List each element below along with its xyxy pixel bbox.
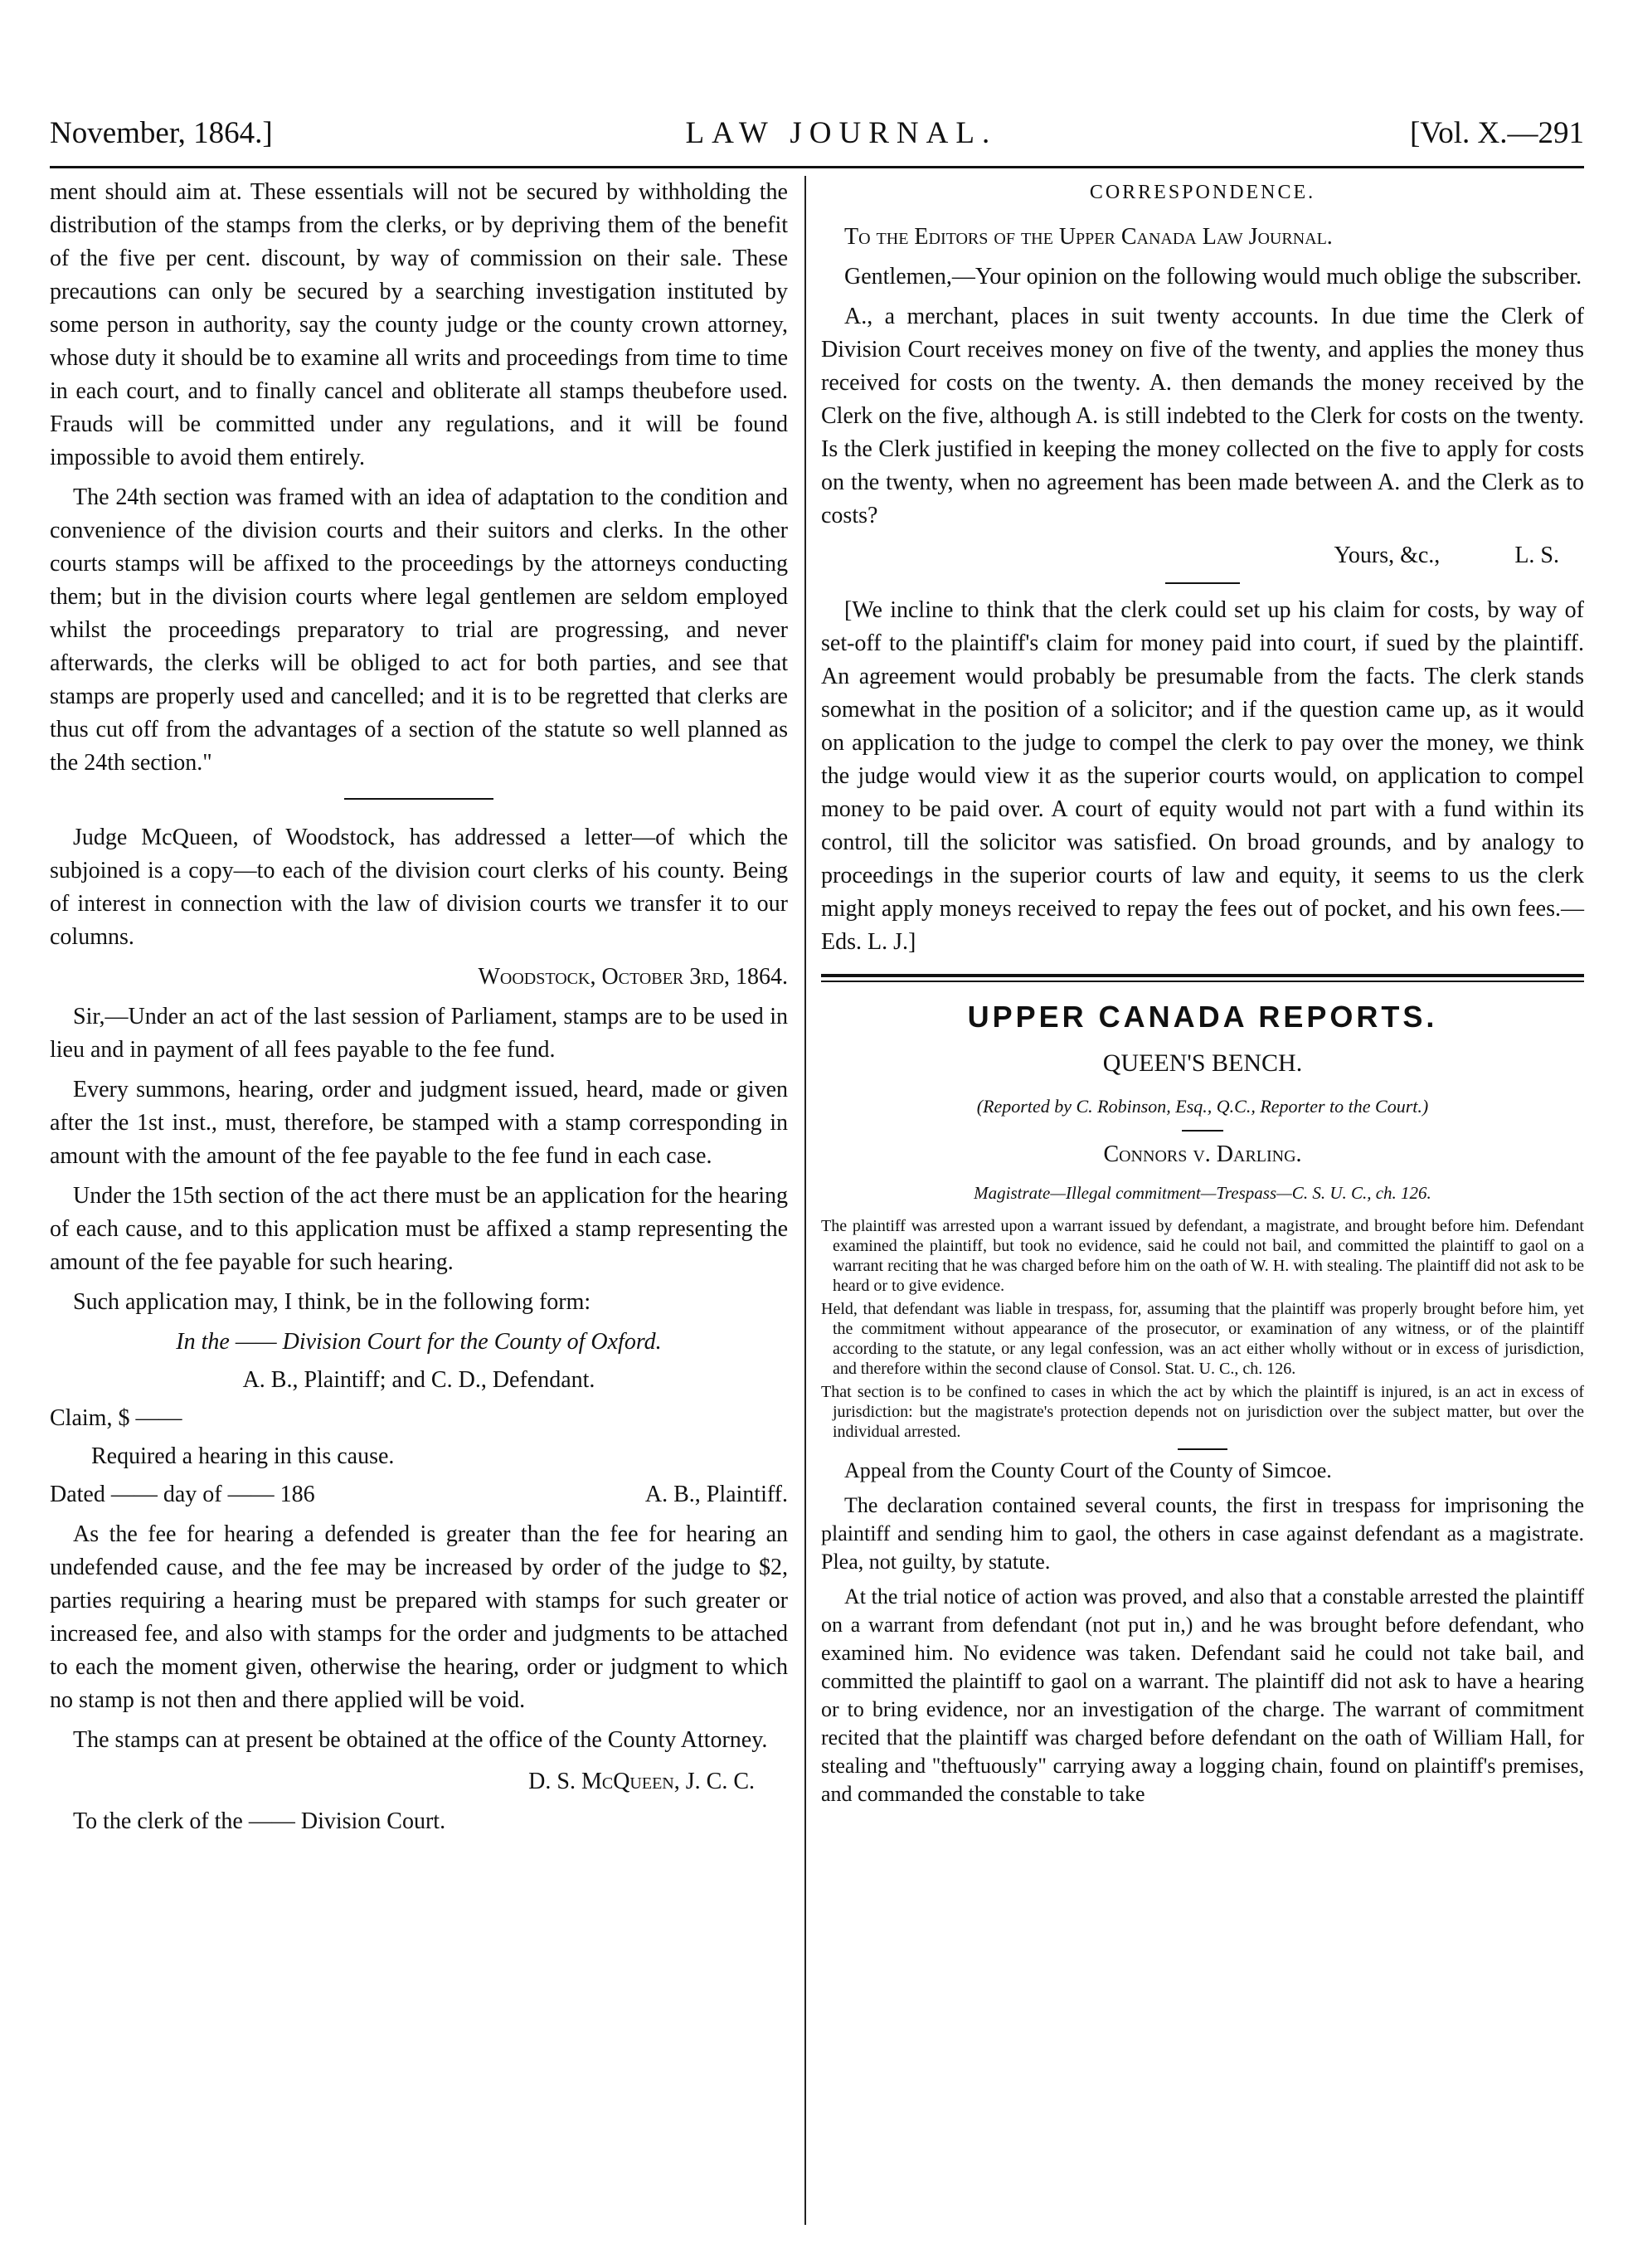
form-parties-line: A. B., Plaintiff; and C. D., Defendant. <box>242 1367 595 1393</box>
case-rule <box>1182 1130 1223 1132</box>
letter-paragraph-2: Every summons, hearing, order and judgment issued, heard, made or given after the 1st inst., must, therefore, be stamped with a stamp corresponding in amount with the amount of the fee payable to the fee fund in each case. <box>50 1077 788 1169</box>
running-header <box>50 108 1584 158</box>
letter-paragraph-6: The stamps can at present be obtained at the office of the County Attorney. <box>73 1727 768 1753</box>
court-name: QUEEN'S BENCH. <box>1102 1049 1303 1077</box>
correspondence-signoff <box>821 539 1559 572</box>
case-topic: Magistrate—Illegal commitment—Trespass—C. S. U. C., ch. 126. <box>974 1183 1431 1203</box>
form-dated-row <box>50 1478 788 1511</box>
form-court-line: In the —— Division Court for the County of Oxford. <box>176 1329 662 1355</box>
correspondence-question: A., a merchant, places in suit twenty accounts. In due time the Clerk of Division Court receives money on five of the twenty, and applies the money thus received for costs on the twenty. A. then demands the money received by the Clerk on the five, although A. is still indebted to the Clerk for costs on the twenty. Is the Clerk justified in keeping the money collected on the five to apply for costs on the twenty, when no agreement has been made between A. and the Clerk as to costs? <box>821 304 1584 528</box>
column-divider <box>804 176 806 2225</box>
letter-paragraph-1: Sir,—Under an act of the last session of Parliament, stamps are to be used in lieu and in payment of all fees payable to the fee fund. <box>50 1004 788 1063</box>
reports-title: UPPER CANADA REPORTS. <box>967 1000 1438 1034</box>
letter-signature: D. S. McQueen, J. C. C. <box>528 1769 755 1794</box>
declaration-paragraph: The declaration contained several counts, the first in trespass for imprisoning the plaintiff and sending him to gaol, the others in case against defendant as a magistrate. Plea, not guilty, by statute. <box>821 1493 1584 1574</box>
left-column <box>50 176 788 1845</box>
headnote-3: That section is to be confined to cases in which the act by which the plaintiff is injured, is an act in excess of jurisdiction: but the magistrate's protection depends not on jurisdiction over the subject matter, but over the individual arrested. <box>821 1383 1584 1441</box>
headnote-2: Held, that defendant was liable in trespass, for, assuming that the plaintiff was properly brought before him, yet the commitment without appearance of the prosecutor, or examination of any witness, or of the plaintiff according to the statute, or any legal confession, was an act either wholly without or in excess of jurisdiction, and therefore within the second clause of Consol. Stat. U. C., ch. 126. <box>821 1300 1584 1378</box>
case-title: Connors v. Darling. <box>1103 1141 1302 1167</box>
editors-reply: [We incline to think that the clerk could set up his claim for costs, by way of set-off to the plaintiff's claim for money paid into court, if sued by the plaintiff. An agreement would probably be presumable from the facts. The clerk stands somewhat in the position of a solicitor; and if the question came up, as it would on application to the judge to compel the clerk to pay over the money, we think the judge would view it as the superior courts would, on application to compel money to be paid over. A court of equity would not part with a fund within its control, till the solicitor was satisfied. On broad grounds, and by analogy to proceedings in the superior courts of law and equity, it seems to us the clerk might apply moneys received to repay the fees out of pocket, and his own fees.—Eds. L. J.] <box>821 597 1584 955</box>
reply-rule <box>1165 582 1240 584</box>
form-claim-line: Claim, $ —— <box>50 1405 182 1431</box>
headnote-1: The plaintiff was arrested upon a warrant issued by defendant, a magistrate, and brought before him. Defendant examined the plaintiff, but took no evidence, said he could not bail, and committed the plaintiff to gaol on a warrant reciting that he was charged before him on the oath of W. H. with stealing. The plaintiff did not ask to be heard or to give evidence. <box>821 1217 1584 1295</box>
reports-double-rule <box>821 974 1584 982</box>
form-signed: A. B., Plaintiff. <box>644 1482 788 1507</box>
letter-paragraph-5: As the fee for hearing a defended is greater than the fee for hearing an undefended cause, and the fee may be increased by order of the judge to $2, parties requiring a hearing must be prepared with stamps for such greater or increased fee, and also with stamps for the order and judgments to be attached to each the moment given, otherwise the hearing, order or judgment to which no stamp is not then and there applied will be void. <box>50 1521 788 1713</box>
section-rule <box>344 798 493 800</box>
paragraph-24th-section: The 24th section was framed with an idea of adaptation to the condition and convenience of the division courts and their suitors and clerks. In the other courts stamps will be affixed to the proceedings by the attorneys conducting them; but in the division courts where legal gentlemen are seldom employed whilst the proceedings preparatory to trial are progressing, and never afterwards, the clerks will be obliged to act for both parties, and see that stamps are properly used and cancelled; and it is to be regretted that clerks are thus cut off from the advantages of a section of the statute so well planned as the 24th section." <box>50 484 788 776</box>
header-date: November, 1864.] <box>50 115 273 150</box>
letter-address: To the clerk of the —— Division Court. <box>73 1808 446 1834</box>
yours-line: Yours, &c., <box>1334 543 1441 568</box>
correspondence-heading: CORRESPONDENCE. <box>1089 182 1316 203</box>
journal-page <box>50 50 1584 2223</box>
correspondence-salutation: Gentlemen,—Your opinion on the following would much oblige the subscriber. <box>844 264 1582 290</box>
letter-paragraph-3: Under the 15th section of the act there must be an application for the hearing of each cause, and to this application must be affixed a stamp representing the amount of the fee payable for such hearing. <box>50 1183 788 1275</box>
reporter-line: (Reported by C. Robinson, Esq., Q.C., Reporter to the Court.) <box>976 1096 1429 1117</box>
appeal-line: Appeal from the County Court of the County of Simcoe. <box>844 1458 1332 1482</box>
headnote-rule <box>1178 1448 1227 1450</box>
letter-paragraph-4: Such application may, I think, be in the following form: <box>73 1289 591 1315</box>
mcqueen-intro: Judge McQueen, of Woodstock, has addressed a letter—of which the subjoined is a copy—to each of the division court clerks of his county. Being of interest in connection with the law of division courts we transfer it to our columns. <box>50 825 788 950</box>
form-required-line: Required a hearing in this cause. <box>91 1443 395 1469</box>
header-volume-page: [Vol. X.—291 <box>1409 115 1584 150</box>
to-editors-line: To the Editors of the Upper Canada Law Journal. <box>844 224 1333 250</box>
letter-dateline: Woodstock, October 3rd, 1864. <box>478 964 788 990</box>
form-dated: Dated —— day of —— 186 <box>50 1482 315 1507</box>
header-rule <box>50 166 1584 168</box>
journal-title: LAW JOURNAL. <box>685 115 998 150</box>
continued-paragraph: ment should aim at. These essentials will not be secured by withholding the distribution of the stamps from the clerks, or by depriving them of the benefit of the five per cent. discount, by way of commission on their sale. These precautions can only be secured by a searching investigation instituted by some person in authority, say the county judge or the county crown attorney, whose duty it should be to examine all writs and proceedings from time to time in each court, and to finally cancel and obliterate all stamps theubefore used. Frauds will be committed under any regulations, and it will be found impossible to avoid them entirely. <box>50 179 788 470</box>
trial-paragraph: At the trial notice of action was proved, and also that a constable arrested the plaintiff on a warrant from defendant (not put in,) and he was brought before defendant, who examined him. No evidence was taken. Defendant said he could not take bail, and committed the plaintiff to gaol on a warrant. The plaintiff did not ask to have a hearing or to bring evidence, nor an investigation of the charge. The warrant of commitment recited that the plaintiff was charged before defendant on the oath of William Hall, for stealing and "theftuously" carrying away a logging chain, found on plaintiff's premises, and commanded the constable to take <box>821 1584 1584 1806</box>
correspondent-initials: L. S. <box>1514 543 1559 568</box>
right-column <box>821 176 1584 1815</box>
